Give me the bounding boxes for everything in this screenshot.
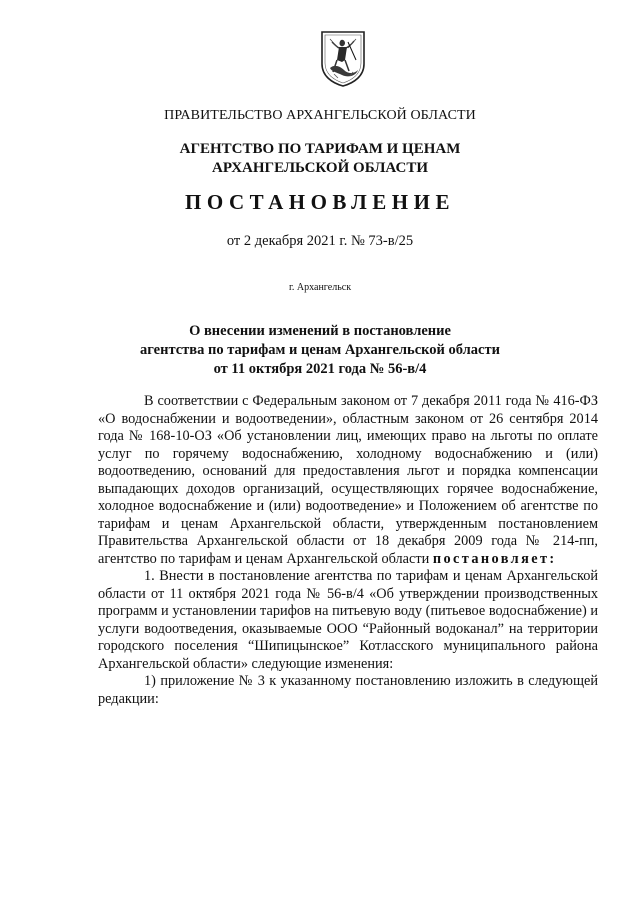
agency-title-line1: АГЕНТСТВО ПО ТАРИФАМ И ЦЕНАМ xyxy=(179,141,461,157)
item-1-paragraph: 1. Внести в постановление агентства по тарифам и ценам Архангельской области от 11 октября 2021 года № 56-в/4 «Об утверждении производственных программ и установлении тарифов на питьевую воду (питьевое водоснабжение) и услуги водоотведения, оказываемые ООО “Районный водоканал” на территории городского поселения “Шипицынское” Котласского муниципального района Архангельской области» следующие изменения: xyxy=(98,568,598,672)
document-heading xyxy=(0,322,640,379)
agency-title-line2: АРХАНГЕЛЬСКОЙ ОБЛАСТИ xyxy=(212,160,428,176)
government-title: ПРАВИТЕЛЬСТВО АРХАНГЕЛЬСКОЙ ОБЛАСТИ xyxy=(164,108,476,123)
coat-of-arms-emblem xyxy=(318,30,368,88)
document-date-number: от 2 декабря 2021 г. № 73-в/25 xyxy=(226,233,414,249)
resolves-word: постановляет: xyxy=(432,550,557,567)
heading-line3: от 11 октября 2021 года № 56-в/4 xyxy=(213,361,427,377)
subitem-1-paragraph: 1) приложение № 3 к указанному постановлению изложить в следующей редакции: xyxy=(98,673,598,707)
heading-line2: агентства по тарифам и ценам Архангельской области xyxy=(140,342,500,358)
document-city: г. Архангельск xyxy=(288,282,352,293)
preamble-text: В соответствии с Федеральным законом от 7 декабря 2011 года № 416-ФЗ «О водоснабжении и водоотведении», областным законом от 26 сентября 2014 года № 168-10-ОЗ «Об установлении лиц, имеющих право на льготы по оплате услуг по горячему водоснабжению, холодному водоснабжению и (или) водоотведению, оснований для предоставления льгот и порядка компенсации выпадающих доходов организаций, осуществляющих горячее водоснабжение, холодное водоснабжение и (или) водоотведение» и Положением об агентстве по тарифам и ценам Архангельской области, утвержденным постановлением Правительства Архангельской области от 18 декабря 2009 года № 214-пп, агентство по тарифам и ценам Архангельской области xyxy=(98,393,598,567)
preamble-paragraph xyxy=(98,393,598,568)
document-type-title: ПОСТАНОВЛЕНИЕ xyxy=(185,190,455,214)
coat-of-arms-icon xyxy=(318,30,368,88)
document-body xyxy=(98,393,598,708)
agency-title xyxy=(0,140,640,178)
heading-line1: О внесении изменений в постановление xyxy=(189,323,451,339)
